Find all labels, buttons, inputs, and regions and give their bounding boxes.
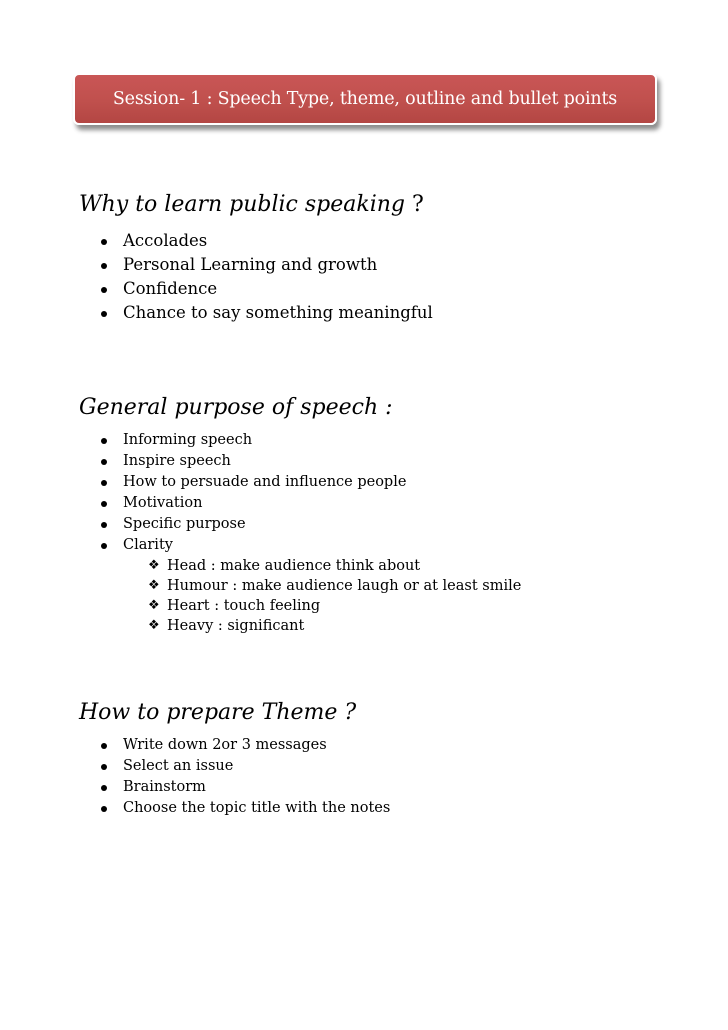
bullet-dot-icon xyxy=(101,785,107,791)
bullet-dot-icon xyxy=(101,311,107,317)
sublist-item: ❖ Humour : make audience laugh or at least smile xyxy=(148,578,522,594)
bullet-dot-icon xyxy=(101,764,107,770)
bullet-dot-icon xyxy=(101,459,107,465)
diamond-bullet-icon: ❖ xyxy=(148,618,160,633)
diamond-bullet-icon: ❖ xyxy=(148,558,160,573)
bullet-dot-icon xyxy=(101,263,107,269)
list-item: Informing speech xyxy=(79,430,521,451)
heading-question-mark: ? xyxy=(411,192,424,217)
list-item: Chance to say something meaningful xyxy=(79,301,433,325)
list-item: Confidence xyxy=(79,277,433,301)
prepare-theme-list xyxy=(79,735,390,819)
session-title-banner xyxy=(73,73,657,125)
list-item: Inspire speech xyxy=(79,451,521,472)
bullet-dot-icon xyxy=(101,543,107,549)
sublist-item: ❖ Heavy : significant xyxy=(148,618,305,634)
list-item: Accolades xyxy=(79,229,433,253)
bullet-dot-icon xyxy=(101,239,107,245)
list-item: Clarity ❖ Head : make audience think about ❖ Humour : make audience laugh or at least smile ❖ Heart : touch feeling ❖ Heavy : significant xyxy=(79,535,521,636)
list-item: Choose the topic title with the notes xyxy=(79,798,390,819)
session-title: Session- 1 : Speech Type, theme, outline and bullet points xyxy=(112,89,618,109)
section-heading-why-learn xyxy=(79,192,424,217)
list-item: Motivation xyxy=(79,493,521,514)
diamond-bullet-icon: ❖ xyxy=(148,598,160,613)
heading-text: Why to learn public speaking xyxy=(79,192,405,217)
diamond-bullet-icon: ❖ xyxy=(148,578,160,593)
list-item: Select an issue xyxy=(79,756,390,777)
sublist-item: ❖ Head : make audience think about xyxy=(148,558,421,574)
bullet-dot-icon xyxy=(101,480,107,486)
section-heading-prepare-theme: How to prepare Theme ? xyxy=(79,700,357,725)
bullet-dot-icon xyxy=(101,287,107,293)
section-heading-general-purpose: General purpose of speech : xyxy=(79,395,393,420)
why-learn-list xyxy=(79,229,433,325)
list-item: Brainstorm xyxy=(79,777,390,798)
bullet-dot-icon xyxy=(101,743,107,749)
sublist-item: ❖ Heart : touch feeling xyxy=(148,598,321,614)
list-item: Specific purpose xyxy=(79,514,521,535)
bullet-dot-icon xyxy=(101,438,107,444)
clarity-sublist xyxy=(123,556,521,636)
list-item: Personal Learning and growth xyxy=(79,253,433,277)
list-item: Write down 2or 3 messages xyxy=(79,735,390,756)
general-purpose-list xyxy=(79,430,521,636)
list-item: How to persuade and influence people xyxy=(79,472,521,493)
bullet-dot-icon xyxy=(101,806,107,812)
bullet-dot-icon xyxy=(101,501,107,507)
bullet-dot-icon xyxy=(101,522,107,528)
